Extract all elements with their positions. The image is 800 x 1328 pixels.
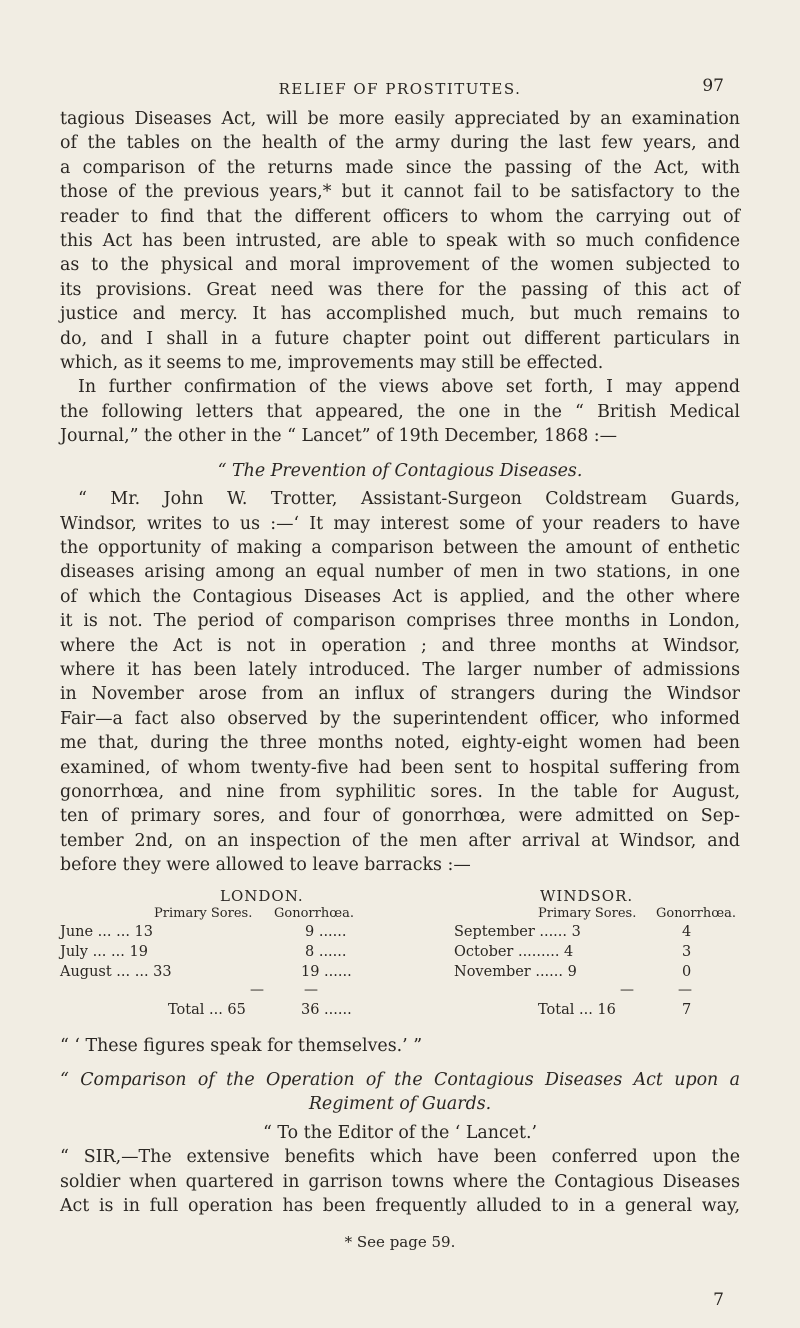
section-heading: “ The Prevention of Contagious Diseases. — [217, 460, 583, 481]
london-col-gonorrhoea: Gonorrhœa. — [274, 905, 354, 921]
text-line: ten of primary sores, and four of gonorrhœa, were admitted on Sep- — [60, 806, 740, 827]
windsor-total: Total ... 16 — [538, 1001, 616, 1018]
paragraph-2 — [60, 375, 740, 448]
paragraph-4 — [60, 1145, 740, 1218]
text-line: of the tables on the health of the army during the last few years, and — [60, 133, 740, 154]
text-line: examined, of whom twenty-five had been sent to hospital suffering from — [60, 757, 740, 778]
text-line: as to the physical and moral improvement of the women subjected to — [60, 255, 740, 276]
section-heading-2 — [60, 1068, 740, 1117]
windsor-col-primary: Primary Sores. — [538, 905, 637, 921]
salutation: “ To the Editor of the ‘ Lancet.’ — [262, 1122, 538, 1143]
signature-mark: 7 — [713, 1290, 724, 1310]
london-total: Total ... 65 — [168, 1001, 246, 1018]
windsor-title: WINDSOR. — [540, 886, 634, 905]
heading-line: Regiment of Guards. — [308, 1094, 492, 1115]
windsor-total-gonorrhoea: 7 — [682, 1001, 692, 1018]
text-line: where the Act is not in operation ; and three months at Windsor, — [60, 635, 740, 656]
text-line: “ Mr. John W. Trotter, Assistant-Surgeon Coldstream Guards, — [78, 489, 740, 510]
table-cell: 8 ...... — [305, 943, 347, 960]
text-line: tagious Diseases Act, will be more easily appreciated by an examination — [60, 109, 740, 129]
total-rule: — — [304, 981, 318, 998]
body-text — [60, 107, 740, 1255]
text-line: which, as it seems to me, improvements may still be effected. — [60, 353, 604, 374]
heading-line: “ Comparison of the Operation of the Contagious Diseases Act upon a — [60, 1070, 740, 1090]
text-line: this Act has been intrusted, are able to speak with so much confidence — [60, 231, 740, 252]
text-line: Fair—a fact also observed by the superintendent officer, who informed — [60, 708, 740, 729]
table-cell: 9 ...... — [305, 923, 347, 940]
paragraph-3 — [60, 487, 740, 878]
table-cell: August ... ... 33 — [60, 963, 172, 980]
windsor-col-gonorrhoea: Gonorrhœa. — [656, 905, 736, 921]
text-line: reader to find that the different officers to whom the carrying out of — [60, 206, 740, 227]
text-line: tember 2nd, on an inspection of the men after arrival at Windsor, and — [60, 830, 740, 851]
text-line: soldier when quartered in garrison towns where the Contagious Diseases — [60, 1171, 740, 1192]
footnote: * See page 59. — [344, 1233, 456, 1252]
total-rule: — — [620, 981, 634, 998]
running-head: RELIEF OF PROSTITUTES. — [278, 80, 522, 98]
table-cell: 4 — [682, 923, 692, 940]
table-cell: July ... ... 19 — [60, 943, 148, 960]
text-line: In further confirmation of the views above set forth, I may append — [78, 377, 740, 398]
page-number: 97 — [702, 76, 724, 96]
text-line: where it has been lately introduced. The larger number of admissions — [60, 659, 740, 680]
text-line: those of the previous years,* but it cannot fail to be satisfactory to the — [60, 182, 740, 203]
statistics-table — [60, 878, 740, 1034]
text-line: the opportunity of making a comparison between the amount of enthetic — [60, 537, 740, 558]
text-line: a comparison of the returns made since the passing of the Act, with — [60, 157, 740, 178]
table-cell: 19 ...... — [301, 963, 352, 980]
text-line: Windsor, writes to us :—‘ It may interest some of your readers to have — [60, 513, 740, 534]
total-rule: — — [678, 981, 692, 998]
table-cell: 0 — [682, 963, 692, 980]
text-line: gonorrhœa, and nine from syphilitic sores. In the table for August, — [60, 781, 740, 802]
table-cell: June ... ... 13 — [60, 923, 154, 940]
text-line: its provisions. Great need was there for the passing of this act of — [60, 279, 740, 300]
text-line: Journal,” the other in the “ Lancet” of 19th December, 1868 :— — [60, 426, 618, 447]
london-total-gonorrhoea: 36 ...... — [301, 1001, 352, 1018]
text-line: the following letters that appeared, the one in the “ British Medical — [60, 401, 740, 422]
london-col-primary: Primary Sores. — [154, 905, 253, 921]
table-cell: November ...... 9 — [454, 963, 577, 980]
table-cell: October ......... 4 — [454, 943, 574, 960]
text-line: it is not. The period of comparison comprises three months in London, — [60, 611, 740, 632]
text-line: Act is in full operation has been frequently alluded to in a general way, — [60, 1196, 740, 1217]
table-cell: 3 — [682, 943, 692, 960]
text-line: of which the Contagious Diseases Act is applied, and the other where — [60, 586, 740, 607]
quote-end: “ ‘ These figures speak for themselves.’ ” — [60, 1035, 423, 1056]
text-line: me that, during the three months noted, eighty-eight women had been — [60, 733, 740, 754]
text-line: do, and I shall in a future chapter point out different particulars in — [60, 328, 740, 349]
text-line: “ SIR,—The extensive benefits which have been conferred upon the — [60, 1147, 740, 1168]
total-rule: — — [250, 981, 264, 998]
text-line: diseases arising among an equal number of men in two stations, in one — [60, 562, 740, 583]
table-cell: September ...... 3 — [454, 923, 581, 940]
text-line: in November arose from an influx of strangers during the Windsor — [60, 684, 740, 705]
text-line: before they were allowed to leave barracks :— — [60, 855, 471, 876]
paragraph-1 — [60, 107, 740, 375]
text-line: justice and mercy. It has accomplished much, but much remains to — [60, 304, 740, 325]
london-title: LONDON. — [220, 886, 304, 905]
